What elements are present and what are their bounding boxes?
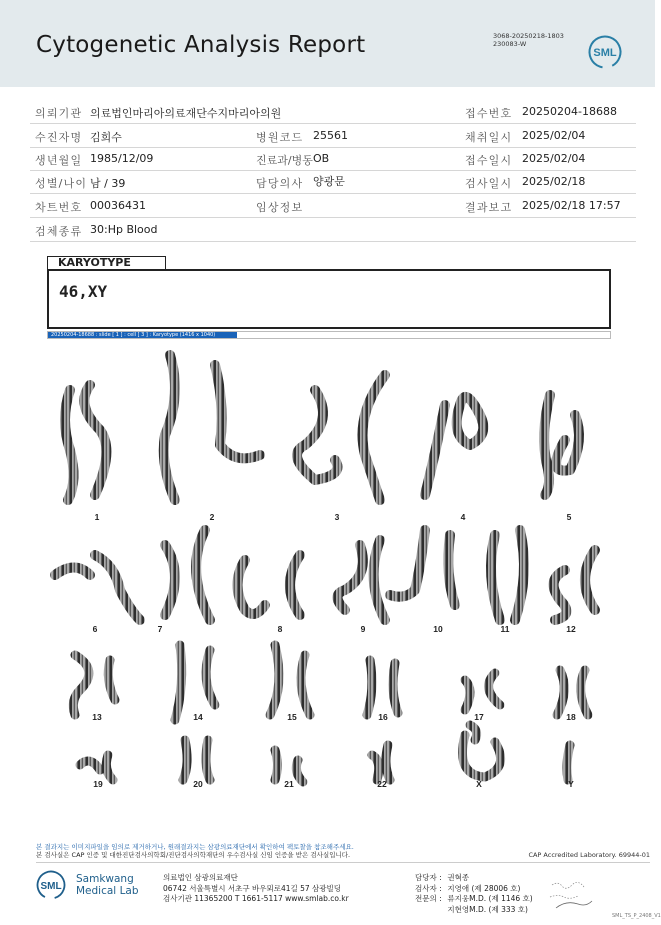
info-row-6 [30,218,636,242]
staff-tester [415,884,533,895]
specimen-label: 검체종류 [35,225,83,238]
karyogram-caption-bar [47,331,611,339]
report-title: Cytogenetic Analysis Report [36,32,366,58]
staff-officer [415,873,533,884]
reported-value: 2025/02/18 17:57 [522,199,621,212]
chromosome-label-8: 8 [277,624,283,634]
staff-specialist-2 [415,905,533,916]
chromosome-label-16: 16 [378,712,388,722]
lab-address-block [163,873,349,905]
chromosome-18-2 [581,670,588,715]
chromosome-12-2 [585,550,595,610]
chromosome-14-1 [175,645,182,720]
lab-name-line-2: Medical Lab [76,885,139,897]
cap-accreditation: CAP Accredited Laboratory. 69944-01 [528,851,650,859]
chromosome-X-1 [463,735,501,777]
clinical-label: 임상정보 [256,201,304,214]
chromosome-3-2 [363,375,386,500]
report-header [0,0,655,87]
patient-label: 수진자명 [35,131,83,144]
chromosome-7-1 [165,545,175,615]
chromosome-10-2 [448,535,455,605]
chromosome-Y-1 [567,745,570,780]
chromosome-11-2 [515,530,524,620]
chromosome-label-4: 4 [460,512,466,522]
staff-specialist-1-value: 류지웅M.D. (제 1146 호) [447,894,533,903]
dob-label: 생년월일 [35,154,83,167]
chromosome-label-19: 19 [93,779,103,789]
chromosome-22-1 [372,755,379,780]
chromosome-label-2: 2 [209,512,215,522]
chromosome-17-1 [465,680,470,710]
lab-name [76,873,139,897]
report-notice [36,843,354,859]
samkwang-logo-text: SML [40,881,62,892]
dept-value: OB [313,152,330,165]
chromosome-label-1: 1 [94,512,100,522]
chromosome-label-20: 20 [193,779,203,789]
chromosome-6-1 [55,568,90,576]
doctor-label: 담당의사 [256,177,304,190]
notice-line-1: 본 결과지는 이미지파일을 임의로 제거하거나, 원래결과지는 삼광의료재단에서 확인하여 팩토찰을 참조해주세요. [36,843,354,851]
chromosome-21-2 [296,760,303,782]
karyotype-tab: KARYOTYPE [47,256,166,269]
chromosome-label-X: X [476,779,482,789]
chromosome-20-1 [183,740,187,780]
chromosome-4-2 [457,397,484,445]
chromosome-15-2 [301,655,310,715]
collected-label: 채취일시 [465,131,513,144]
notice-line-2: 본 검사실은 CAP 인증 및 대한진단검사의학회/진단검사의학재단의 우수검사실 신임 인증을 받은 검사실입니다. [36,851,351,859]
chromosome-label-15: 15 [287,712,297,722]
karyotype-result-box [47,269,611,329]
staff-specialist-1 [415,894,533,905]
chromosome-19-2 [106,755,113,780]
staff-tester-value: 지영애 (제 28006 호) [447,883,521,893]
tested-label: 검사일시 [465,177,513,190]
lab-address: 06742 서울특별시 서초구 바우뫼로41길 57 삼광빌딩 [163,883,342,893]
lab-name-line-1: Samkwang [76,873,134,885]
chromosome-19-1 [80,761,100,770]
chart-no-label: 차트번호 [35,201,83,214]
staff-specialist-2-value: 지현영M.D. (제 333 호) [447,904,528,914]
chromosome-label-13: 13 [92,712,102,722]
chromosome-16-2 [393,663,398,713]
chromosome-6-2 [95,555,140,620]
reported-label: 결과보고 [465,201,513,214]
dept-label: 진료과/병동 [256,154,313,167]
chromosome-label-14: 14 [193,712,203,722]
chromosome-12-1 [554,570,567,620]
institution-value: 의료법인마리아의료재단수지마리아의원 [90,107,282,120]
chromosome-11-1 [491,535,500,620]
sex-age-value: 남 / 39 [90,177,126,190]
dob-value: 1985/12/09 [90,152,154,165]
chromosome-label-12: 12 [566,624,576,634]
collected-value: 2025/02/04 [522,129,586,142]
samkwang-logo-icon [36,870,66,900]
chromosome-label-22: 22 [377,779,387,789]
staff-officer-label: 담당자 : [415,873,442,882]
staff-officer-value: 권혁종 [447,873,470,882]
doctor-value: 양광문 [313,175,345,188]
chromosome-9-2 [374,540,385,620]
chromosome-2-2 [215,365,260,458]
staff-specialist-label: 전문의 : [415,894,442,903]
sml-logo-icon [588,35,622,69]
chromosome-1-1 [65,390,74,500]
chromosome-2-1 [164,355,175,500]
staff-block [415,873,533,915]
chromosome-9-1 [338,545,363,610]
karyogram-caption: 20250204-18688 : slide [ 1 ] : cell [ 3 ] : Karyotype (1416 x 1040) [48,332,237,338]
chromosome-1-2 [84,385,106,495]
signature-image [548,875,618,915]
staff-tester-label: 검사자 : [415,883,442,893]
institution-label: 의뢰기관 [35,107,83,120]
chromosome-22-2 [386,745,390,780]
report-code-2: 230083-W [493,40,527,48]
chromosome-3-1 [297,390,338,480]
chromosome-18-1 [557,670,564,715]
karyotype-result: 46,XY [59,282,108,301]
foundation-name: 의료법인 삼광의료재단 [163,873,238,882]
chromosome-label-Y: Y [568,779,574,789]
sml-logo-text: SML [593,47,617,59]
receipt-no-label: 접수번호 [465,107,513,120]
chromosome-5-2 [556,415,579,471]
chromosome-14-2 [206,650,215,705]
chromosome-label-10: 10 [433,624,443,634]
chromosome-label-21: 21 [284,779,294,789]
specimen-value: 30:Hp Blood [90,223,158,236]
receipt-no-value: 20250204-18688 [522,105,617,118]
chromosome-X-2 [470,725,477,740]
patient-value: 김희수 [90,131,122,144]
hospital-code-label: 병원코드 [256,131,304,144]
footer-divider [36,862,650,863]
lab-contact: 검사기관 11365200 T 1661-5117 www.smlab.co.kr [163,894,349,903]
received-label: 접수일시 [465,154,513,167]
chromosome-16-1 [367,660,372,715]
hospital-code-value: 25561 [313,129,348,142]
chromosome-8-2 [290,555,300,615]
received-value: 2025/02/04 [522,152,586,165]
info-row-1 [30,100,636,124]
chromosome-label-7: 7 [157,624,163,634]
chromosome-21-1 [275,750,278,780]
info-row-4 [30,170,636,194]
chromosome-label-3: 3 [334,512,340,522]
info-row-3 [30,147,636,171]
tested-value: 2025/02/18 [522,175,586,188]
info-row-2 [30,124,636,148]
form-code: SML_TS_P_2408_V1 [612,913,661,919]
chromosome-7-2 [196,530,210,620]
chromosome-13-1 [73,655,89,715]
chromosome-label-18: 18 [566,712,576,722]
chromosome-15-1 [270,645,279,715]
chromosome-10-1 [390,530,425,597]
chromosome-4-1 [425,405,445,495]
chromosome-8-1 [238,560,266,614]
chromosome-label-9: 9 [360,624,366,634]
sex-age-label: 성별/나이 [35,177,88,190]
chromosome-label-5: 5 [566,512,572,522]
chromosome-17-2 [489,673,500,705]
chromosome-20-2 [206,740,210,780]
chromosome-label-11: 11 [500,624,510,634]
chromosome-5-1 [544,395,550,495]
karyogram-image [40,345,620,795]
chromosome-13-2 [108,660,115,700]
report-code-1: 3068-20250218-1803 [493,32,564,40]
chromosome-label-6: 6 [92,624,98,634]
report-codes [493,32,564,48]
info-row-5 [30,194,636,218]
chart-no-value: 00036431 [90,199,146,212]
chromosome-label-17: 17 [474,712,484,722]
